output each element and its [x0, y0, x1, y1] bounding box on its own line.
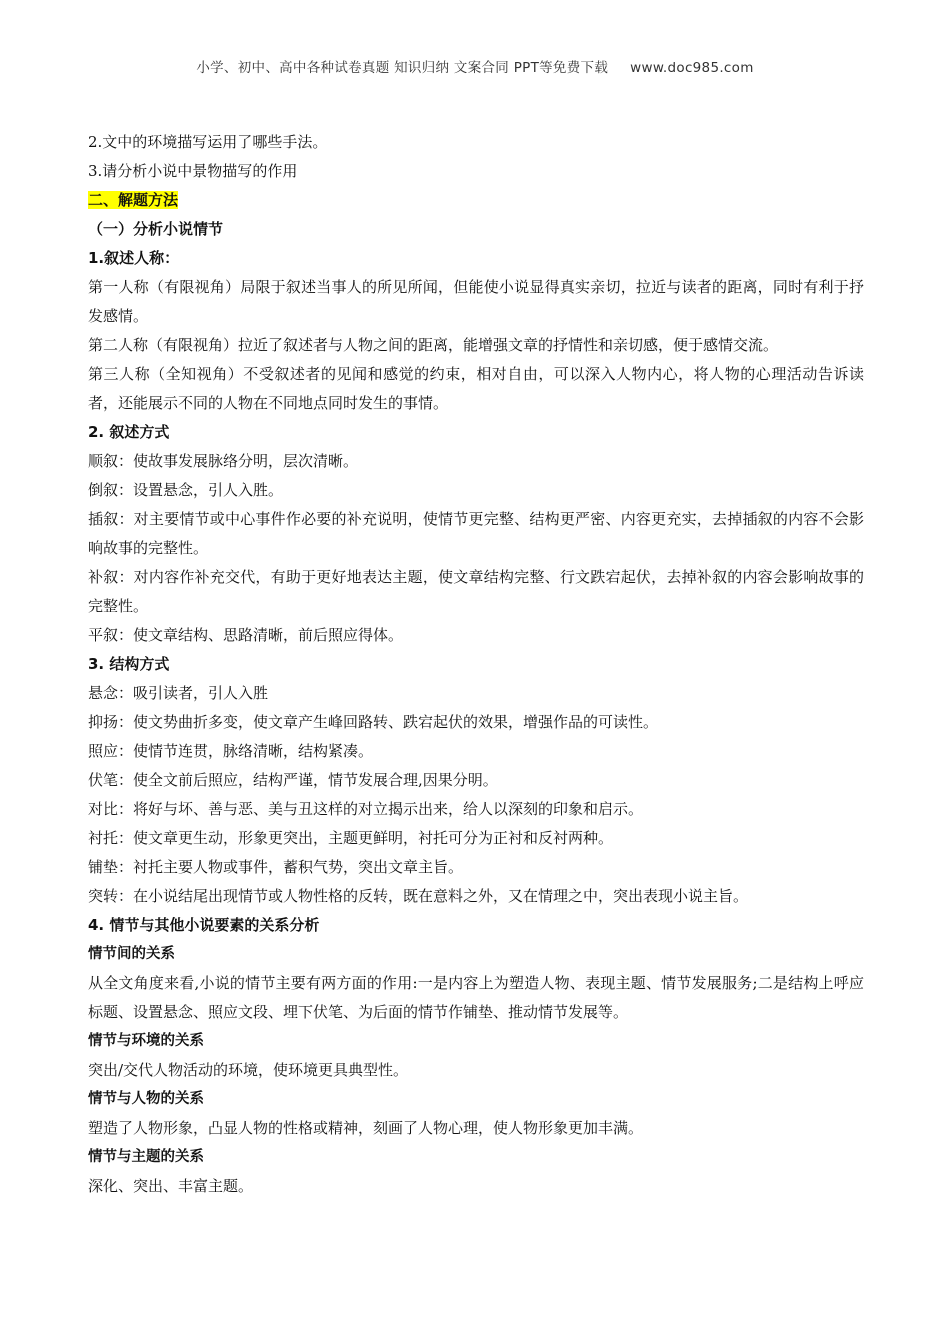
paragraph-plot-plot: 从全文角度来看,小说的情节主要有两方面的作用:一是内容上为塑造人物、表现主题、情节发展服务;二是结构上呼应标题、设置悬念、照应文段、埋下伏笔、为后面的情节作铺垫、推动情节发展等。 — [88, 974, 864, 1021]
heading-plot-relations: 4. 情节与其他小说要素的关系分析 — [88, 916, 320, 934]
paragraph-flashback: 倒叙：设置悬念，引人入胜。 — [88, 481, 284, 499]
paragraph-parallel: 平叙：使文章结构、思路清晰，前后照应得体。 — [88, 626, 404, 644]
paragraph-second-person: 第二人称（有限视角）拉近了叙述者与人物之间的距离，能增强文章的抒情性和亲切感，便于感情交流。 — [88, 336, 779, 354]
paragraph-first-person: 第一人称（有限视角）局限于叙述当事人的所见所闻，但能使小说显得真实亲切，拉近与读者的距离，同时有利于抒发感情。 — [88, 278, 864, 325]
subheading-plot-theme: 情节与主题的关系 — [88, 1149, 204, 1165]
paragraph-interpolation: 插叙：对主要情节或中心事件作必要的补充说明，使情节更完整、结构更严密、内容更充实，去掉插叙的内容不会影响故事的完整性。 — [88, 510, 864, 557]
paragraph-buildup: 铺垫：衬托主要人物或事件，蓄积气势，突出文章主旨。 — [88, 858, 464, 876]
paragraph-comparison: 对比：将好与坏、善与恶、美与丑这样的对立揭示出来，给人以深刻的印象和启示。 — [88, 800, 644, 818]
subheading-plot-character: 情节与人物的关系 — [88, 1091, 204, 1107]
paragraph-plot-theme: 深化、突出、丰富主题。 — [88, 1177, 254, 1195]
question-2: 2.文中的环境描写运用了哪些手法。 — [88, 133, 328, 151]
paragraph-twist: 突转：在小说结尾出现情节或人物性格的反转，既在意料之外，又在情理之中，突出表现小说主旨。 — [88, 887, 749, 905]
subsection-heading: （一）分析小说情节 — [88, 220, 224, 238]
paragraph-plot-character: 塑造了人物形象，凸显人物的性格或精神，刻画了人物心理，使人物形象更加丰满。 — [88, 1119, 644, 1137]
heading-narrative-method: 2. 叙述方式 — [88, 423, 170, 441]
heading-structure: 3. 结构方式 — [88, 655, 170, 673]
page-header — [0, 56, 950, 76]
header-site-link[interactable]: www.doc985.com — [630, 60, 754, 76]
subheading-plot-plot: 情节间的关系 — [88, 946, 175, 962]
question-3: 3.请分析小说中景物描写的作用 — [88, 162, 298, 180]
paragraph-foil: 衬托：使文章更生动，形象更突出，主题更鲜明，衬托可分为正衬和反衬两种。 — [88, 829, 614, 847]
section-heading-text: 二、解题方法 — [88, 191, 179, 209]
paragraph-supplement: 补叙：对内容作补充交代，有助于更好地表达主题，使文章结构完整、行文跌宕起伏，去掉补叙的内容会影响故事的完整性。 — [88, 568, 864, 615]
section-heading — [88, 186, 864, 215]
heading-narrative-person: 1.叙述人称： — [88, 249, 180, 267]
subheading-plot-environment: 情节与环境的关系 — [88, 1033, 204, 1049]
paragraph-foreshadow: 伏笔：使全文前后照应，结构严谨，情节发展合理,因果分明。 — [88, 771, 498, 789]
paragraph-suspense: 悬念：吸引读者，引人入胜 — [88, 684, 269, 702]
document-body — [88, 128, 864, 1201]
paragraph-chronological: 顺叙：使故事发展脉络分明，层次清晰。 — [88, 452, 359, 470]
paragraph-third-person: 第三人称（全知视角）不受叙述者的见闻和感觉的约束，相对自由，可以深入人物内心，将人物的心理活动告诉读者，还能展示不同的人物在不同地点同时发生的事情。 — [88, 365, 864, 412]
paragraph-plot-environment: 突出/交代人物活动的环境，使环境更具典型性。 — [88, 1061, 409, 1079]
header-text: 小学、初中、高中各种试卷真题 知识归纳 文案合同 PPT等免费下载 — [196, 60, 609, 76]
paragraph-echo: 照应：使情节连贯，脉络清晰，结构紧凑。 — [88, 742, 374, 760]
paragraph-contrast-rise-fall: 抑扬：使文势曲折多变，使文章产生峰回路转、跌宕起伏的效果，增强作品的可读性。 — [88, 713, 659, 731]
